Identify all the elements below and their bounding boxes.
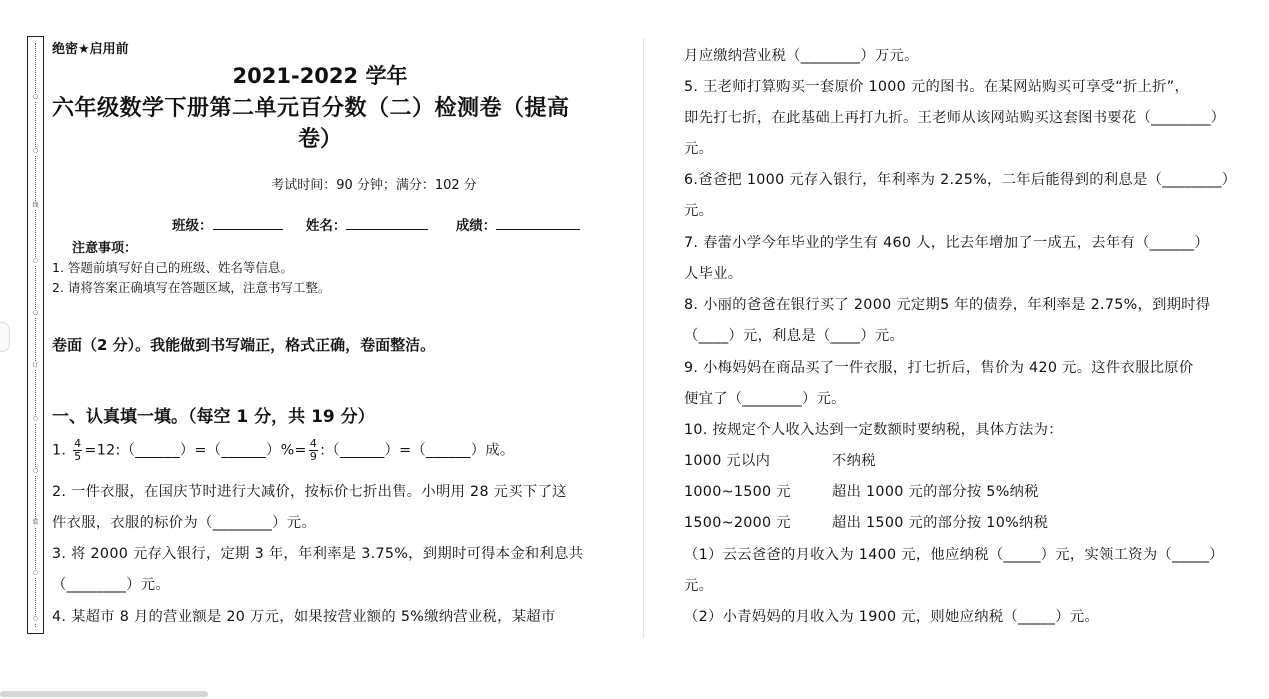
binding-mark: ○	[32, 147, 39, 154]
question-line: 8. 小丽的爸爸在银行买了 2000 元定期5 年的债券，年利率是 2.75%，到期时得	[684, 297, 1211, 313]
horizontal-scrollbar[interactable]	[0, 691, 208, 697]
column-divider	[643, 38, 644, 638]
name-blank[interactable]	[346, 215, 428, 230]
binding-mark: ○	[32, 93, 39, 100]
title-main-cont: 卷）	[297, 127, 342, 152]
binding-mark: ○	[32, 257, 39, 264]
tax-rule: 不纳税	[832, 453, 876, 469]
question-line: 5. 王老师打算购买一套原价 1000 元的图书。在某网站购买可享受“折上折”，	[684, 79, 1190, 95]
tax-rule: 超出 1000 元的部分按 5%纳税	[832, 484, 1039, 500]
question-line: 元。	[684, 203, 714, 219]
question-line: 人毕业。	[684, 266, 743, 282]
question-line: 7. 春蕾小学今年毕业的学生有 460 人，比去年增加了一成五，去年有（______）	[684, 235, 1209, 251]
class-label: 班级：	[172, 218, 213, 234]
tax-range: 1000 元以内	[684, 453, 771, 469]
paper-neatness-section: 卷面（2 分）。我能做到书写端正，格式正确，卷面整洁。	[52, 336, 436, 354]
question-line: 10. 按规定个人收入达到一定数额时要纳税，具体方法为：	[684, 422, 1063, 438]
notice-title: 注意事项：	[72, 241, 138, 256]
question-line: 9. 小梅妈妈在商品买了一件衣服，打七折后，售价为 420 元。这件衣服比原价	[684, 360, 1194, 376]
question-line: （1）云云爸爸的月收入为 1400 元，他应纳税（_____）元，实领工资为（_____）	[684, 547, 1224, 563]
binding-mark: 线	[32, 202, 39, 209]
tax-rule: 超出 1500 元的部分按 10%纳税	[832, 515, 1049, 531]
secret-label: 绝密★启用前	[52, 42, 129, 57]
question-line: 元。	[684, 578, 714, 594]
question-line: 便宜了（________）元。	[684, 391, 846, 407]
question-number: 1.	[52, 442, 67, 459]
question-text: =12:（______）=（______）%=	[84, 442, 307, 459]
question-line: （2）小青妈妈的月收入为 1900 元，则她应纳税（_____）元。	[684, 609, 1100, 625]
question-line: 3. 将 2000 元存入银行，定期 3 年，年利率是 3.75%，到期时可得本金和利息共	[52, 546, 584, 562]
binding-mark: 装	[32, 519, 39, 526]
class-blank[interactable]	[213, 215, 283, 230]
binding-mark: 订	[32, 362, 39, 369]
question-line: （____）元，利息是（____）元。	[684, 328, 905, 344]
binding-mark: ○	[32, 569, 39, 576]
name-label: 姓名：	[305, 218, 347, 234]
exam-info: 考试时间：90 分钟；满分：102 分	[271, 178, 477, 193]
fraction: $\frac{4}{9}$	[309, 437, 318, 463]
tax-range: 1500~2000 元	[684, 515, 791, 531]
question-line: 元。	[684, 141, 714, 157]
title-year: 2021-2022 学年	[232, 64, 408, 88]
binding-mark: ○	[32, 615, 39, 622]
question-text: :（______）=（______）成。	[320, 442, 515, 459]
student-fields	[172, 214, 580, 234]
binding-mark: ○	[32, 467, 39, 474]
question-line: 6.爸爸把 1000 元存入银行，年利率为 2.25%，二年后能得到的利息是（________）	[684, 172, 1237, 188]
binding-mark: ○	[32, 415, 39, 422]
question-line: （________）元。	[52, 577, 170, 593]
question-line: 2. 一件衣服，在国庆节时进行大减价，按标价七折出售。小明用 28 元买下了这	[52, 484, 567, 500]
question-line: 即先打七折，在此基础上再打九折。王老师从该网站购买这套图书要花（________）	[684, 110, 1226, 126]
score-label: 成绩：	[455, 218, 497, 234]
question-1	[52, 438, 515, 463]
notice-item: 2. 请将答案正确填写在答题区域，注意书写工整。	[52, 280, 331, 295]
question-line: 件衣服，衣服的标价为（________）元。	[52, 515, 316, 531]
question-line: 4. 某超市 8 月的营业额是 20 万元，如果按营业额的 5%缴纳营业税，某超市	[52, 609, 556, 625]
section-heading: 一、认真填一填。（每空 1 分，共 19 分）	[52, 407, 375, 427]
notice-item: 1. 答题前填写好自己的班级、姓名等信息。	[52, 260, 293, 275]
tax-range: 1000~1500 元	[684, 484, 791, 500]
fraction: $\frac{4}{5}$	[74, 437, 82, 463]
title-main: 六年级数学下册第二单元百分数（二）检测卷（提高	[52, 96, 570, 121]
binding-mark: ○	[32, 309, 39, 316]
score-blank[interactable]	[496, 215, 580, 230]
page-side-handle[interactable]	[0, 322, 10, 352]
question-line: 月应缴纳营业税（________）万元。	[684, 48, 919, 64]
